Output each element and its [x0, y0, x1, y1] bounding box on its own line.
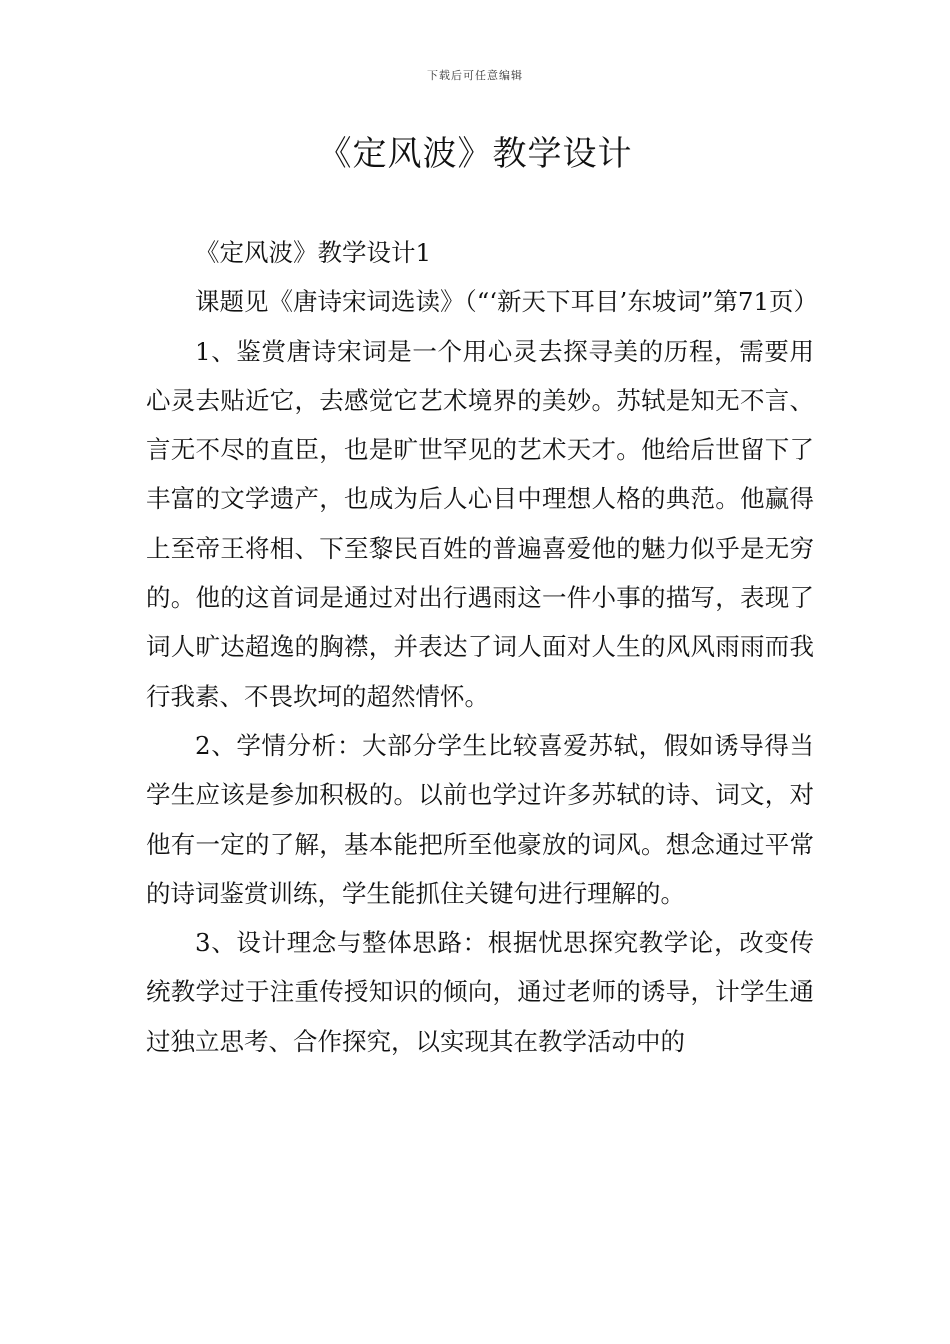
document-title: 《定风波》教学设计	[317, 134, 633, 174]
subtitle-paragraph: 《定风波》教学设计1	[195, 238, 432, 267]
body-paragraph-1: 1、鉴赏唐诗宋词是一个用心灵去探寻美的历程，需要用心灵去贴近它，去感觉它艺术境界的美妙。苏轼是知无不言、言无不尽的直臣，也是旷世罕见的艺术天才。他给后世留下了丰富的文学遗产，也成为后人心目中理想人格的典范。他赢得上至帝王将相、下至黎民百姓的普遍喜爱他的魅力似乎是无穷的。他的这首词是通过对出行遇雨这一件小事的描写，表现了词人旷达超逸的胸襟，并表达了词人面对人生的风风雨雨而我行我素、不畏坎坷的超然情怀。	[146, 336, 814, 711]
page-header-note: 下载后可任意编辑	[427, 69, 523, 82]
body-paragraph-2: 2、学情分析：大部分学生比较喜爱苏轼，假如诱导得当学生应该是参加积极的。以前也学过许多苏轼的诗、词文，对他有一定的了解，基本能把所至他豪放的词风。想念通过平常的诗词鉴赏训练，学生能抓住关键句进行理解的。	[146, 730, 814, 908]
body-paragraph-3: 3、设计理念与整体思路：根据忧思探究教学论，改变传统教学过于注重传授知识的倾向，通过老师的诱导，计学生通过独立思考、合作探究，以实现其在教学活动中的	[146, 928, 814, 1056]
document-body	[146, 228, 819, 1066]
topic-paragraph: 课题见《唐诗宋词选读》（“‘新天下耳目’东坡词”第71页）	[195, 287, 819, 317]
